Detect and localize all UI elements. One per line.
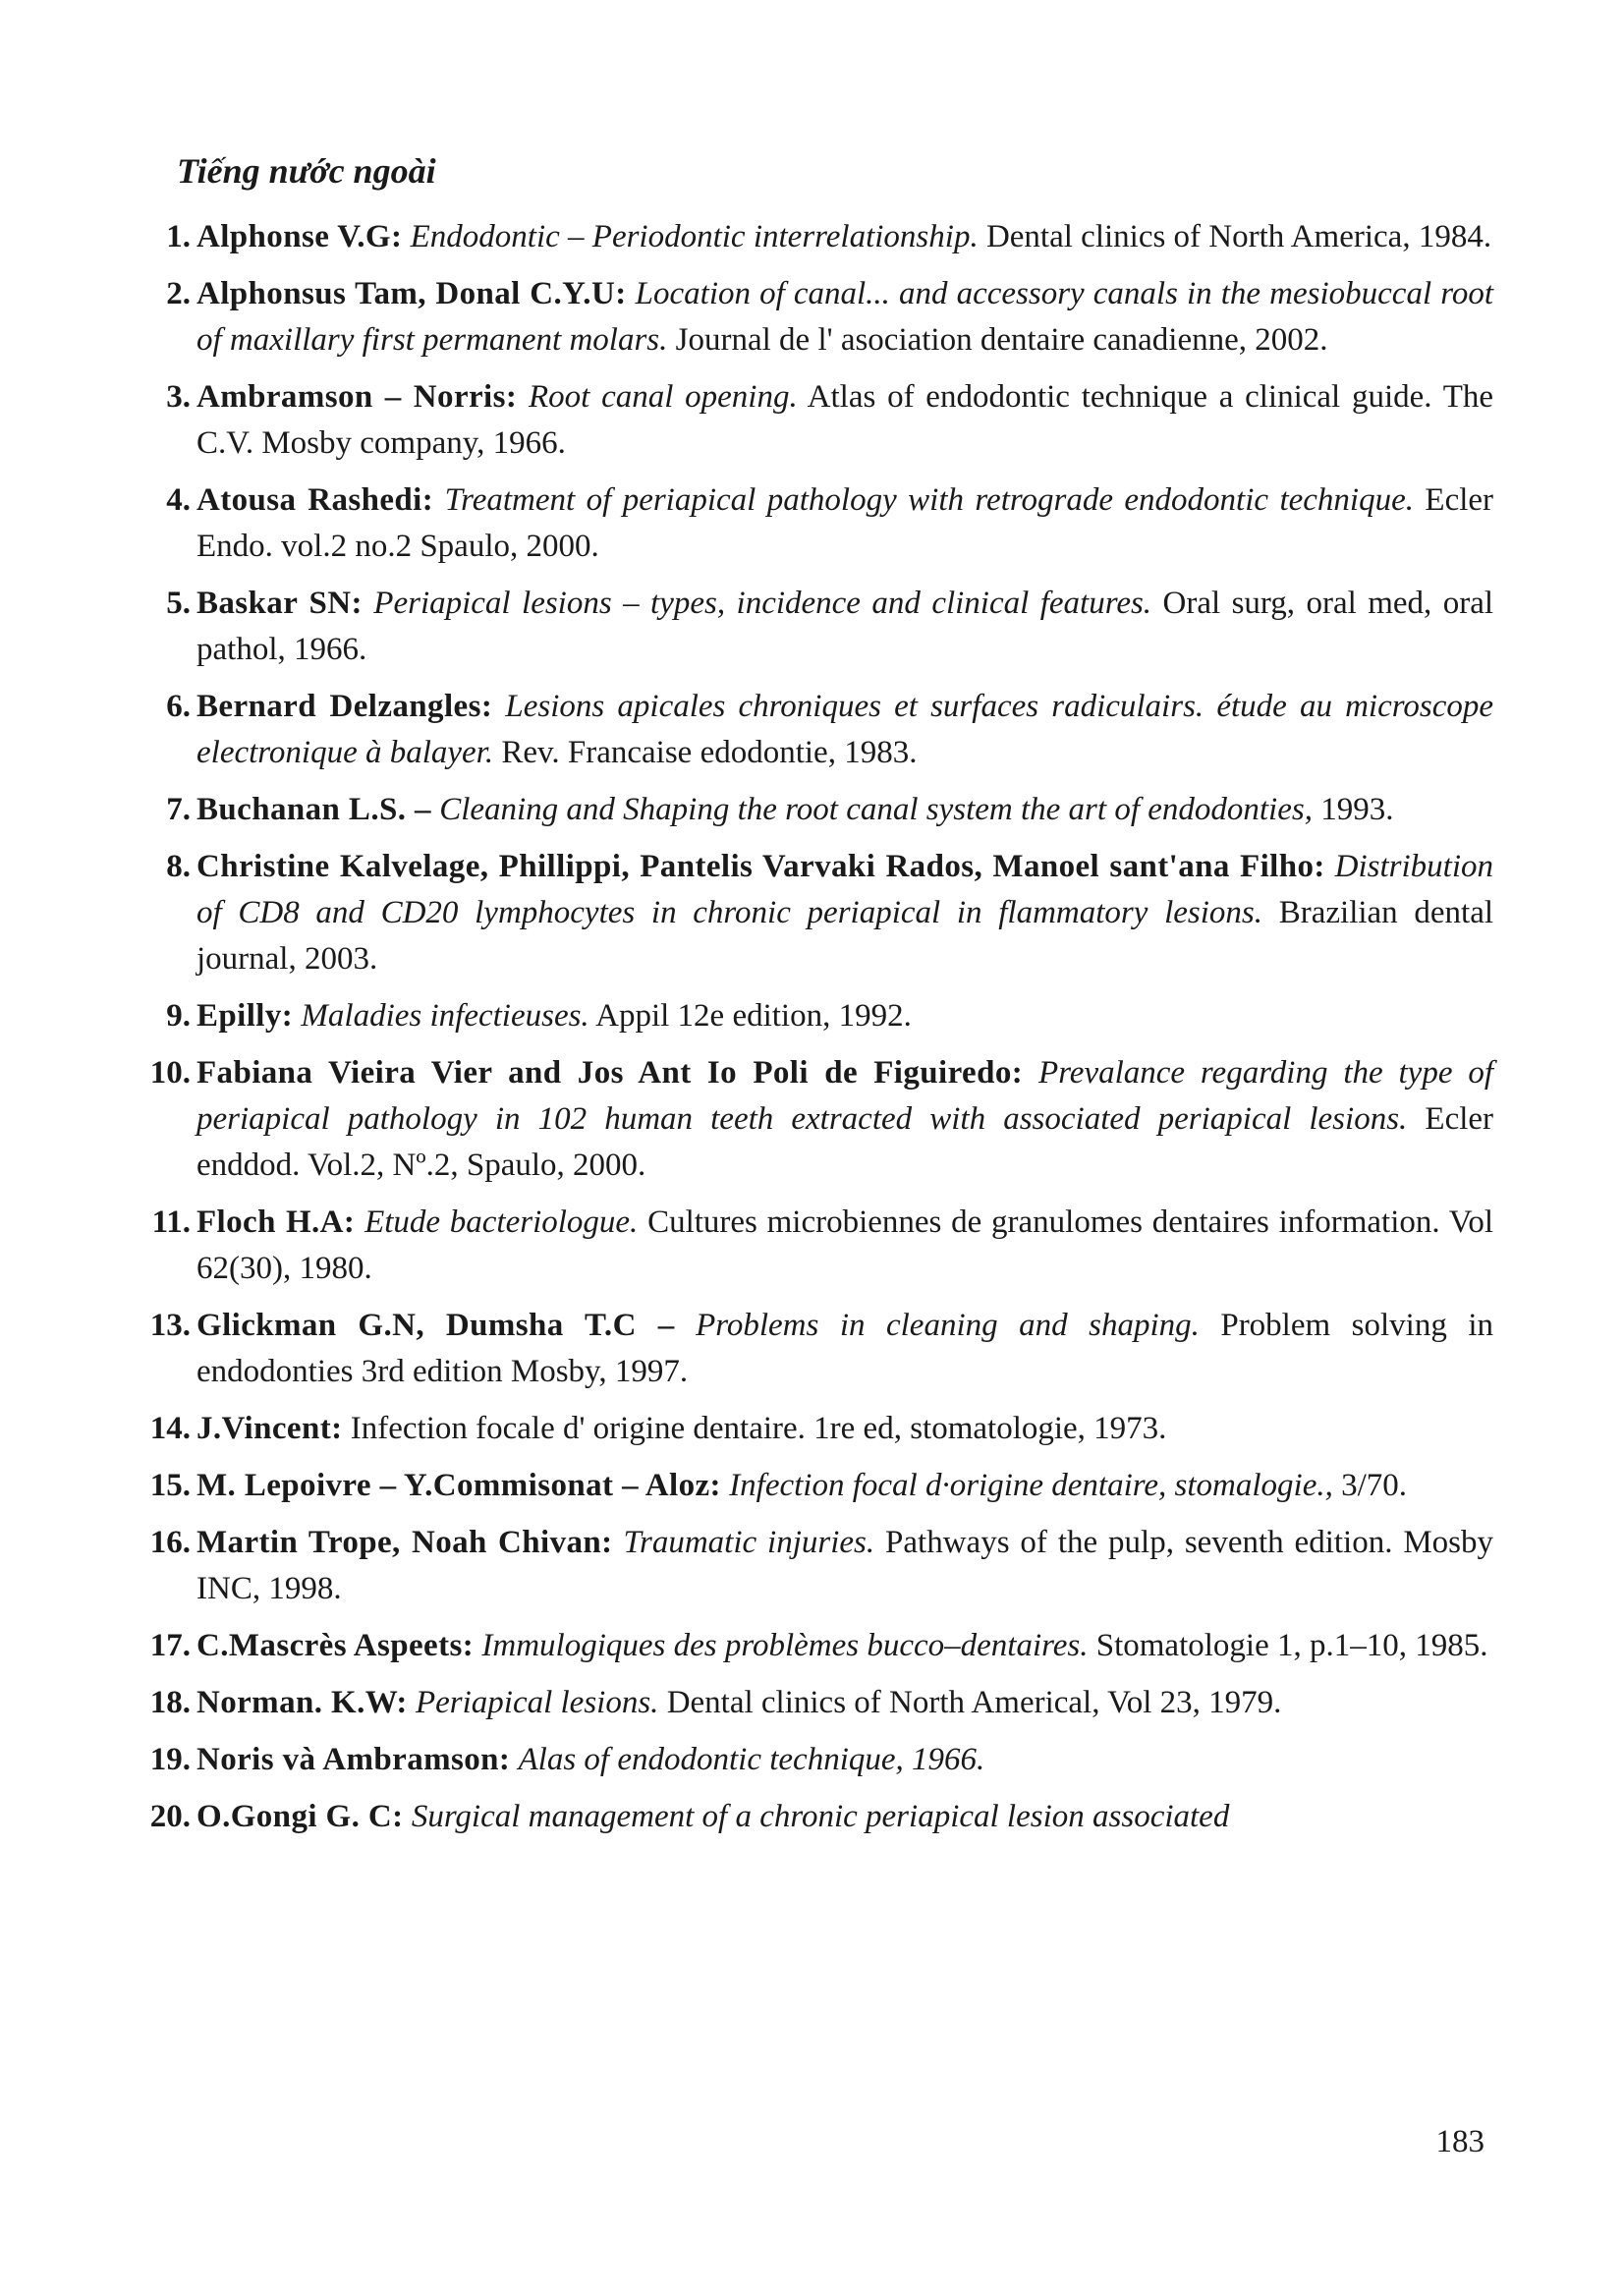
reference-author: Ambramson – Norris: <box>196 379 518 415</box>
reference-publication: Dental clinics of North America, 1984. <box>985 219 1492 254</box>
reference-title: Etude bacteriologue. <box>364 1204 639 1240</box>
reference-title: Maladies infectieuses. <box>301 998 589 1034</box>
reference-author: M. Lepoivre – Y.Commisonat – Aloz: <box>196 1468 721 1503</box>
reference-publication: Brazilian dental journal, 2003. <box>196 895 1494 977</box>
reference-number: 11. <box>151 1204 191 1240</box>
reference-title: Immulogiques des problèmes bucco–dentaires. <box>481 1628 1089 1663</box>
reference-item <box>157 477 1493 570</box>
reference-number: 15. <box>149 1468 191 1503</box>
reference-publication: Oral surg, oral med, oral pathol, 1966. <box>196 586 1494 667</box>
reference-publication: Atlas of endodontic technique a clinical guide. The C.V. Mosby company, 1966. <box>196 379 1494 461</box>
reference-number: 5. <box>166 586 191 621</box>
reference-number: 4. <box>166 482 191 518</box>
reference-number: 3. <box>166 379 191 415</box>
reference-author: Alphonsus Tam, Donal C.Y.U: <box>196 276 627 311</box>
reference-author: Epilly: <box>196 998 294 1034</box>
reference-author: Glickman G.N, Dumsha T.C – <box>196 1308 675 1343</box>
reference-author: Baskar SN: <box>196 586 363 621</box>
reference-title: Cleaning and Shaping the root canal system the art of endodonties, <box>439 792 1313 827</box>
reference-item <box>157 993 1493 1039</box>
reference-number: 19. <box>149 1742 191 1777</box>
reference-number: 20. <box>149 1799 191 1834</box>
reference-number: 13. <box>149 1308 191 1343</box>
reference-item <box>149 1680 1493 1726</box>
reference-publication: Cultures microbiennes de granulomes dentaires information. Vol 62(30), 1980. <box>196 1204 1494 1286</box>
reference-item <box>157 684 1493 776</box>
reference-title: Treatment of periapical pathology with retrograde endodontic technique. <box>444 482 1414 518</box>
reference-title: Distribution of CD8 and CD20 lymphocytes in chronic periapical in flammatory lesions. <box>196 849 1493 930</box>
reference-publication: Pathways of the pulp, seventh edition. Mosby INC, 1998. <box>196 1525 1494 1606</box>
reference-publication: Appil 12e edition, 1992. <box>595 998 912 1034</box>
page-number: 183 <box>1435 2124 1484 2159</box>
reference-item <box>149 1737 1493 1783</box>
reference-number: 1. <box>166 219 191 254</box>
section-heading: Tiếng nước ngoài <box>177 151 436 191</box>
reference-item <box>149 1520 1494 1612</box>
reference-author: Bernard Delzangles: <box>196 689 493 724</box>
reference-item <box>157 214 1493 260</box>
reference-author: Fabiana Vieira Vier and Jos Ant Io Poli de Figuiredo: <box>196 1055 1024 1091</box>
reference-number: 7. <box>166 792 191 827</box>
reference-item <box>157 844 1493 982</box>
reference-title: Problems in cleaning and shaping. <box>696 1308 1200 1343</box>
reference-title: Periapical lesions – types, incidence and clinical features. <box>373 586 1152 621</box>
reference-number: 18. <box>149 1685 191 1720</box>
reference-item <box>149 1303 1493 1395</box>
reference-number: 6. <box>166 689 191 724</box>
reference-author: Floch H.A: <box>196 1204 356 1240</box>
reference-publication: Rev. Francaise edodontie, 1983. <box>501 735 918 770</box>
reference-publication: Dental clinics of North Americal, Vol 23, 1979. <box>666 1685 1282 1720</box>
reference-title: Surgical management of a chronic periapical lesion associated <box>411 1799 1230 1834</box>
reference-item <box>149 1406 1493 1452</box>
reference-number: 16. <box>149 1525 191 1560</box>
reference-item <box>157 787 1493 833</box>
reference-number: 8. <box>166 849 191 884</box>
reference-item <box>149 1463 1493 1509</box>
reference-author: O.Gongi G. C: <box>196 1799 404 1834</box>
reference-title: Location of canal... and accessory canals in the mesiobuccal root of maxillary first permanent molars. <box>196 276 1493 358</box>
reference-item <box>149 1794 1493 1840</box>
reference-author: J.Vincent: <box>196 1411 343 1446</box>
reference-author: Buchanan L.S. – <box>196 792 431 827</box>
reference-publication: Journal de l' asociation dentaire canadienne, 2002. <box>675 322 1328 358</box>
reference-number: 9. <box>166 998 191 1034</box>
reference-number: 10. <box>149 1055 191 1091</box>
reference-title: Periapical lesions. <box>415 1685 659 1720</box>
reference-title: Traumatic injuries. <box>623 1525 875 1560</box>
reference-publication: 3/70. <box>1341 1468 1408 1503</box>
reference-title: Root canal opening. <box>529 379 798 415</box>
reference-item <box>149 1623 1493 1669</box>
reference-author: Christine Kalvelage, Phillippi, Pantelis Varvaki Rados, Manoel sant'ana Filho: <box>196 849 1325 884</box>
reference-publication: Stomatologie 1, p.1–10, 1985. <box>1095 1628 1488 1663</box>
reference-list <box>149 214 1494 1851</box>
reference-number: 2. <box>166 276 191 311</box>
reference-title: Lesions apicales chroniques et surfaces radiculairs. étude au microscope electronique à balayer. <box>196 689 1493 770</box>
reference-title: Infection focal d·origine dentaire, stomalogie., <box>729 1468 1333 1503</box>
reference-item <box>157 271 1493 364</box>
reference-number: 17. <box>149 1628 191 1663</box>
reference-publication: Infection focale d' origine dentaire. 1re ed, stomatologie, 1973. <box>350 1411 1167 1446</box>
reference-author: Noris và Ambramson: <box>196 1742 511 1777</box>
reference-title: Alas of endodontic technique, 1966. <box>518 1742 985 1777</box>
reference-publication: Ecler Endo. vol.2 no.2 Spaulo, 2000. <box>196 482 1494 564</box>
reference-author: Martin Trope, Noah Chivan: <box>196 1525 613 1560</box>
reference-publication: 1993. <box>1320 792 1394 827</box>
reference-author: Atousa Rashedi: <box>196 482 434 518</box>
reference-author: Alphonse V.G: <box>196 219 403 254</box>
reference-number: 14. <box>149 1411 191 1446</box>
reference-item <box>149 1050 1494 1189</box>
reference-item <box>157 374 1493 467</box>
reference-title: Endodontic – Periodontic interrelationship. <box>410 219 979 254</box>
reference-item <box>151 1200 1494 1292</box>
reference-author: Norman. K.W: <box>196 1685 408 1720</box>
reference-title: Prevalance regarding the type of periapical pathology in 102 human teeth extracted with associated periapical lesions. <box>196 1055 1494 1137</box>
reference-item <box>157 581 1493 673</box>
reference-publication: Ecler enddod. Vol.2, Nº.2, Spaulo, 2000. <box>196 1101 1494 1183</box>
reference-author: C.Mascrès Aspeets: <box>196 1628 475 1663</box>
reference-publication: Problem solving in endodonties 3rd edition Mosby, 1997. <box>196 1308 1493 1389</box>
